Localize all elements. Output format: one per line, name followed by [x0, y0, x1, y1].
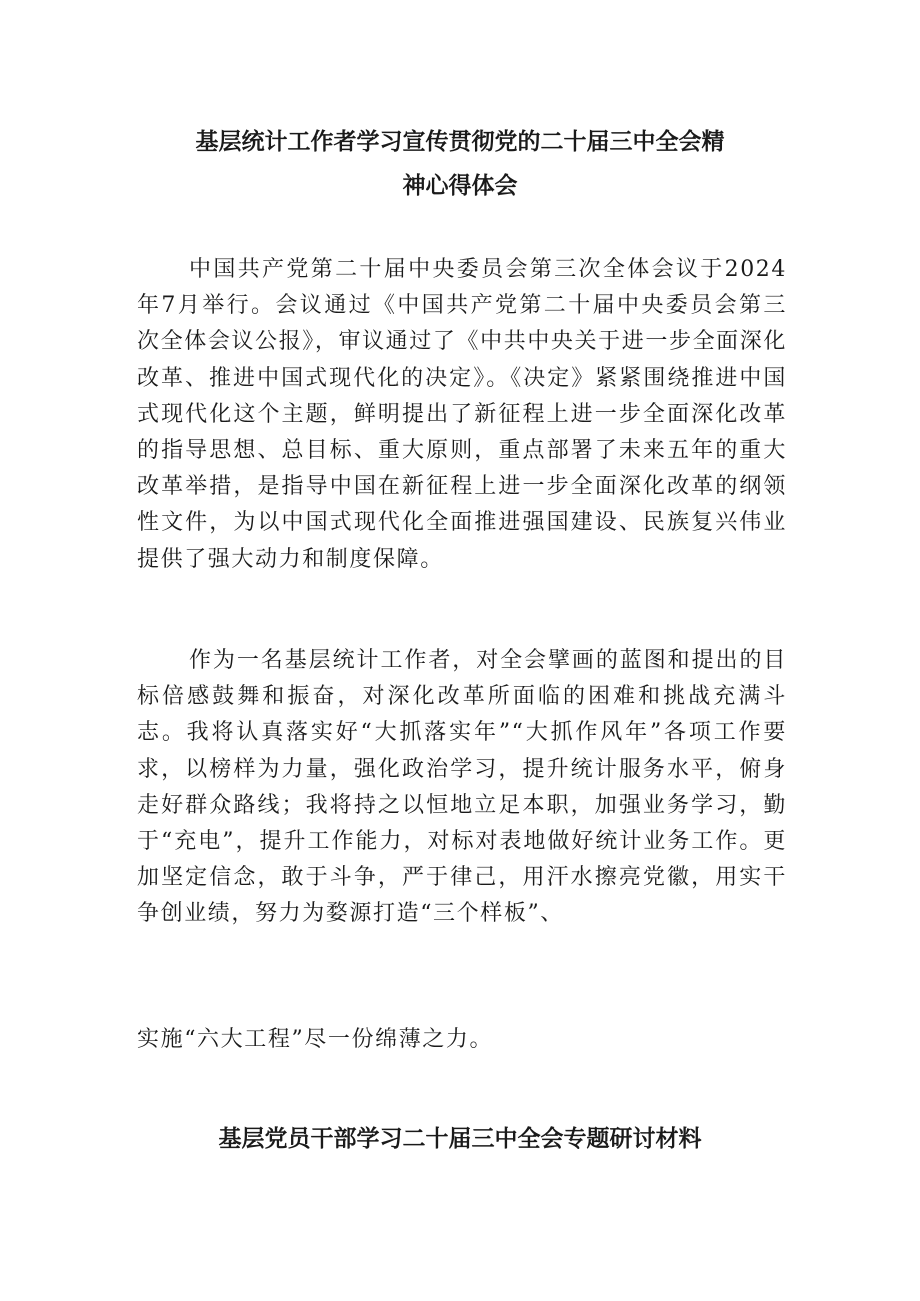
paragraph-plenum-summary: 中国共产党第二十届中央委员会第三次全体会议于2024年7月举行。会议通过《中国共产党第二十届中央委员会第三次全体会议公报》，审议通过了《中共中央关于进一步全面深化改革、推进中国式现代化的决定》。《决定》紧紧围绕推进中国式现代化这个主题，鲜明提出了新征程上进一步全面深化改革的指导思想、总目标、重大原则，重点部署了未来五年的重大改革举措，是指导中国在新征程上进一步全面深化改革的纲领性文件，为以中国式现代化全面推进强国建设、民族复兴伟业提供了强大动力和制度保障。	[137, 257, 787, 572]
document-title-line-1: 基层统计工作者学习宣传贯彻党的二十届三中全会精	[195, 129, 725, 155]
next-section-title: 基层党员干部学习二十届三中全会专题研讨材料	[218, 1126, 702, 1152]
paragraph-personal-commitment: 作为一名基层统计工作者，对全会擘画的蓝图和提出的目标倍感鼓舞和振奋，对深化改革所面临的困难和挑战充满斗志。我将认真落实好“大抓落实年”“大抓作风年”各项工作要求，以榜样为力量，强化政治学习，提升统计服务水平，俯身走好群众路线；我将持之以恒地立足本职，加强业务学习，勤于“充电”，提升工作能力，对标对表地做好统计业务工作。更加坚定信念，敢于斗争，严于律己，用汗水擦亮党徽，用实干争创业绩，努力为婺源打造“三个样板”、	[137, 648, 787, 927]
paragraph-closing-line: 实施“六大工程”尽一份绵薄之力。	[137, 1027, 494, 1052]
document-title-line-2: 神心得体会	[402, 173, 518, 199]
